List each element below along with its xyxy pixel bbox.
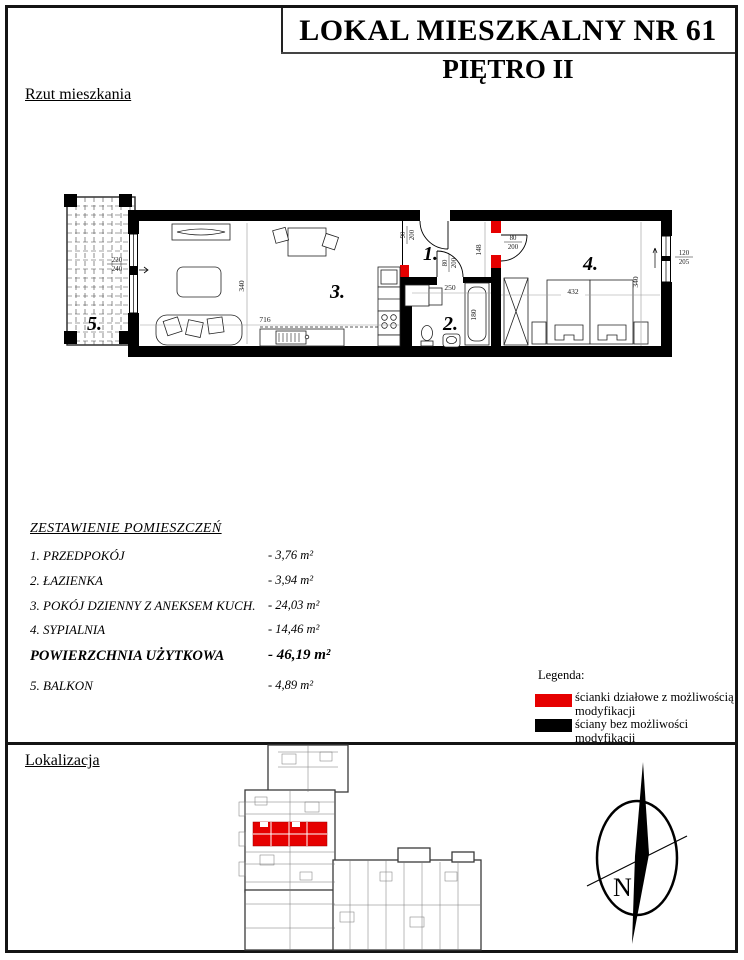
- toilet: [422, 326, 433, 341]
- svg-text:200: 200: [409, 229, 416, 241]
- dim-living-width: 716: [259, 315, 271, 324]
- svg-text:200: 200: [507, 244, 519, 251]
- coffee-table: [177, 267, 221, 297]
- svg-text:90: 90: [400, 231, 407, 239]
- legend-swatch-partition: [535, 694, 572, 707]
- svg-text:80: 80: [442, 259, 449, 267]
- room-number-hall: 1.: [423, 243, 438, 265]
- faucet: [305, 335, 309, 339]
- tv-cabinet: [172, 224, 230, 240]
- room-number-bedroom: 4.: [583, 253, 598, 275]
- bath-door-size: [442, 254, 458, 272]
- bathroom-sink: [443, 334, 460, 347]
- room-row-label: 5. BALKON: [30, 678, 93, 693]
- dim-bed-width: 432: [567, 287, 579, 296]
- room-number-balcony: 5.: [87, 313, 102, 335]
- dim-living-height: 340: [237, 280, 246, 292]
- room-schedule-heading: ZESTAWIENIE POMIESZCZEŃ: [30, 521, 222, 536]
- svg-text:240: 240: [111, 266, 123, 273]
- total-area-label: POWIERZCHNIA UŻYTKOWA: [30, 648, 225, 664]
- washing-machine: [405, 285, 429, 306]
- legend-item-structural: ściany bez możliwości modyfikacji: [575, 717, 689, 745]
- svg-text:120: 120: [678, 250, 690, 257]
- compass-needle: [632, 762, 649, 944]
- svg-text:80: 80: [509, 235, 517, 242]
- room-row-label: 1. PRZEDPOKÓJ: [30, 548, 125, 563]
- legend-item-partition: ścianki działowe z możliwością modyfikacji: [575, 690, 734, 718]
- table: [288, 228, 326, 256]
- chair: [273, 227, 289, 243]
- dim-tub-length: 180: [469, 309, 478, 321]
- room-number-living: 3.: [330, 281, 345, 303]
- highlighted-unit: [253, 822, 327, 846]
- room-row-label: 4. SYPIALNIA: [30, 622, 106, 637]
- building-outline: [245, 745, 481, 950]
- room-row-label: 3. POKÓJ DZIENNY Z ANEKSEM KUCH.: [30, 598, 256, 613]
- svg-text:200: 200: [451, 257, 458, 269]
- location-section-label: Lokalizacja: [25, 752, 100, 769]
- dim-bed-height: 340: [631, 276, 640, 288]
- building-location-plan: [230, 742, 500, 954]
- kitchen-annex: [260, 267, 400, 346]
- room-number-bath: 2.: [443, 313, 458, 335]
- legend-swatch-structural: [535, 719, 572, 732]
- room-row-label: 2. ŁAZIENKA: [30, 573, 103, 588]
- room-row-value: - 24,03 m²: [268, 598, 320, 612]
- room-row-value: - 3,76 m²: [268, 548, 314, 562]
- north-label: N: [613, 873, 632, 902]
- pillow: [207, 317, 224, 334]
- room-row-value: - 4,89 m²: [268, 678, 314, 692]
- dim-hall-niche: 148: [474, 244, 483, 256]
- room-row-value: - 3,94 m²: [268, 573, 314, 587]
- plan-section-label: Rzut mieszkania: [25, 86, 132, 103]
- balcony-door: [129, 234, 148, 313]
- svg-text:220: 220: [111, 257, 123, 264]
- nightstand: [532, 322, 546, 344]
- north-compass: [585, 758, 695, 948]
- bathroom-door: [437, 251, 463, 277]
- page-subtitle: PIĘTRO II: [442, 54, 574, 84]
- dim-bath-width: 250: [444, 283, 456, 292]
- stove: [378, 311, 400, 335]
- window-size: [675, 250, 693, 266]
- bedroom-door-size: [504, 235, 522, 251]
- pillow: [185, 320, 203, 338]
- total-area-value: - 46,19 m²: [268, 647, 331, 663]
- bedroom-window: [653, 236, 671, 282]
- svg-text:205: 205: [678, 259, 690, 266]
- apartment-floor-plan: [55, 178, 695, 378]
- room-row-value: - 14,46 m²: [268, 622, 320, 636]
- page-title: LOKAL MIESZKALNY NR 61: [299, 14, 717, 47]
- legend-heading: Legenda:: [538, 668, 585, 682]
